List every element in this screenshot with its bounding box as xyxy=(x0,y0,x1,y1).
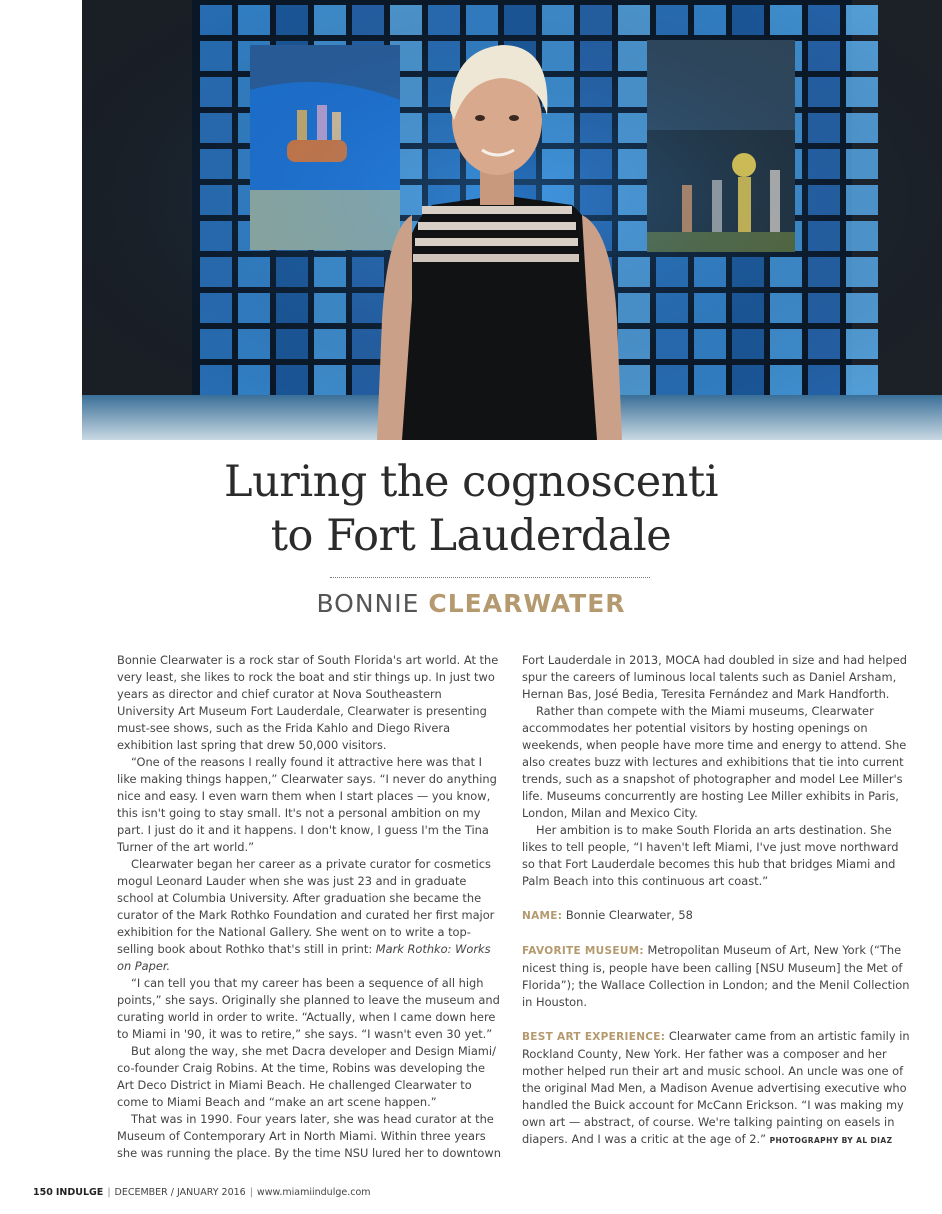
fact-value: Bonnie Clearwater, 58 xyxy=(562,908,693,922)
right-column xyxy=(522,652,910,1149)
photo-credit: PHOTOGRAPHY BY AL DIAZ xyxy=(769,1136,893,1145)
footer-separator: | xyxy=(107,1187,111,1198)
footer-separator: | xyxy=(249,1187,253,1198)
headline-divider xyxy=(330,577,650,578)
fact-label: FAVORITE MUSEUM: xyxy=(522,945,644,957)
paragraph: “One of the reasons I really found it attractive here was that I like making things happen,” Clearwater says. “I never do anything nice and easy. I even warn them when I start places — you know, this isn't going to stay small. It's not a personal ambition on my part. I just do it and it happens. I don't know, I guess I'm the Tina Turner of the art world.” xyxy=(117,755,497,854)
stained-glass-portrait xyxy=(82,0,942,440)
book-title: Mark Rothko: Works on Paper. xyxy=(117,942,491,973)
paragraph: Bonnie Clearwater is a rock star of South Florida's art world. At the very least, she likes to rock the boat and stir things up. In just two years as director and chief curator at Nova Southeastern University Art Museum Fort Lauderdale, Clearwater is presenting must-see shows, such as the Frida Kahlo and Diego Rivera exhibition last spring that drew 50,000 visitors. xyxy=(117,653,499,752)
subject-first-name: BONNIE xyxy=(316,589,420,618)
headline-line-2: to Fort Lauderdale xyxy=(270,511,672,561)
paragraph: Her ambition is to make South Florida an arts destination. She likes to tell people, “I haven't left Miami, I've just move northward so that Fort Lauderdale becomes this hub that bridges Miami and Palm Beach into this continuous art coast.” xyxy=(522,823,899,888)
fact-best-art-experience xyxy=(522,1028,910,1149)
paragraph xyxy=(117,856,502,975)
fact-label: BEST ART EXPERIENCE: xyxy=(522,1031,666,1043)
issue-date: DECEMBER / JANUARY 2016 xyxy=(114,1187,246,1198)
fact-name xyxy=(522,907,910,925)
fact-value: Clearwater came from an artistic family in Rockland County, New York. Her father was a composer and her mother helped run their art and music school. An uncle was one of the original Mad Men, a Madison Avenue advertising executive who handled the Buick account for McCann Erickson. “I was making my own art — abstract, of course. We're talking painting on easels in diapers. And I was a critic at the age of 2.” xyxy=(522,1029,910,1146)
page-number: 150 xyxy=(33,1187,53,1198)
paragraph-text: Clearwater began her career as a private curator for cosmetics mogul Leonard Lauder when she was just 23 and in graduate school at Columbia University. After graduation she became the curator of the Mark Rothko Foundation and curated her first major exhibition for the National Gallery. She went on to write a top-selling book about Rothko that's still in print: xyxy=(117,857,495,956)
fact-label: NAME: xyxy=(522,910,563,922)
left-column xyxy=(117,652,502,1162)
paragraph: “I can tell you that my career has been a sequence of all high points,” she says. Originally she planned to leave the museum and curating world in order to write. “Actually, when I came down here to Miami in '90, it was to retire,” she says. “I wasn't even 30 yet.” xyxy=(117,976,500,1041)
paragraph: Fort Lauderdale in 2013, MOCA had doubled in size and had helped spur the careers of luminous local talents such as Daniel Arsham, Hernan Bas, José Bedia, Teresita Fernández and Mark Handforth. xyxy=(522,653,907,701)
headline-line-1: Luring the cognoscenti xyxy=(224,457,718,507)
hero-photo xyxy=(82,0,942,440)
subject-last-name: CLEARWATER xyxy=(428,589,626,618)
magazine-name: INDULGE xyxy=(55,1187,104,1198)
article-headline xyxy=(0,455,942,563)
fact-value: Metropolitan Museum of Art, New York (“The nicest thing is, people have been calling [NSU Museum] the Met of Florida”); the Wallace Collection in London; and the Menil Collection in Houston. xyxy=(522,943,910,1009)
paragraph: But along the way, she met Dacra developer and Design Miami/ co-founder Craig Robins. At the time, Robins was developing the Art Deco District in Miami Beach. He challenged Clearwater to come to Miami Beach and “make an art scene happen.” xyxy=(117,1044,496,1109)
page-footer xyxy=(33,1187,371,1198)
paragraph: Rather than compete with the Miami museums, Clearwater accommodates her potential visitors by hosting openings on weekends, when people have more time and energy to attend. She also creates buzz with lectures and exhibitions that tie into current trends, such as a snapshot of photographer and model Lee Miller's life. Museums concurrently are hosting Lee Miller exhibits in Paris, London, Milan and Mexico City. xyxy=(522,704,907,820)
subject-name-heading xyxy=(0,589,942,618)
website-link[interactable]: www.miamiindulge.com xyxy=(256,1187,371,1198)
paragraph: That was in 1990. Four years later, she was head curator at the Museum of Contemporary Art in North Miami. Within three years she was running the place. By the time NSU lured her to downtown xyxy=(117,1112,501,1160)
fact-favorite-museum xyxy=(522,942,910,1011)
